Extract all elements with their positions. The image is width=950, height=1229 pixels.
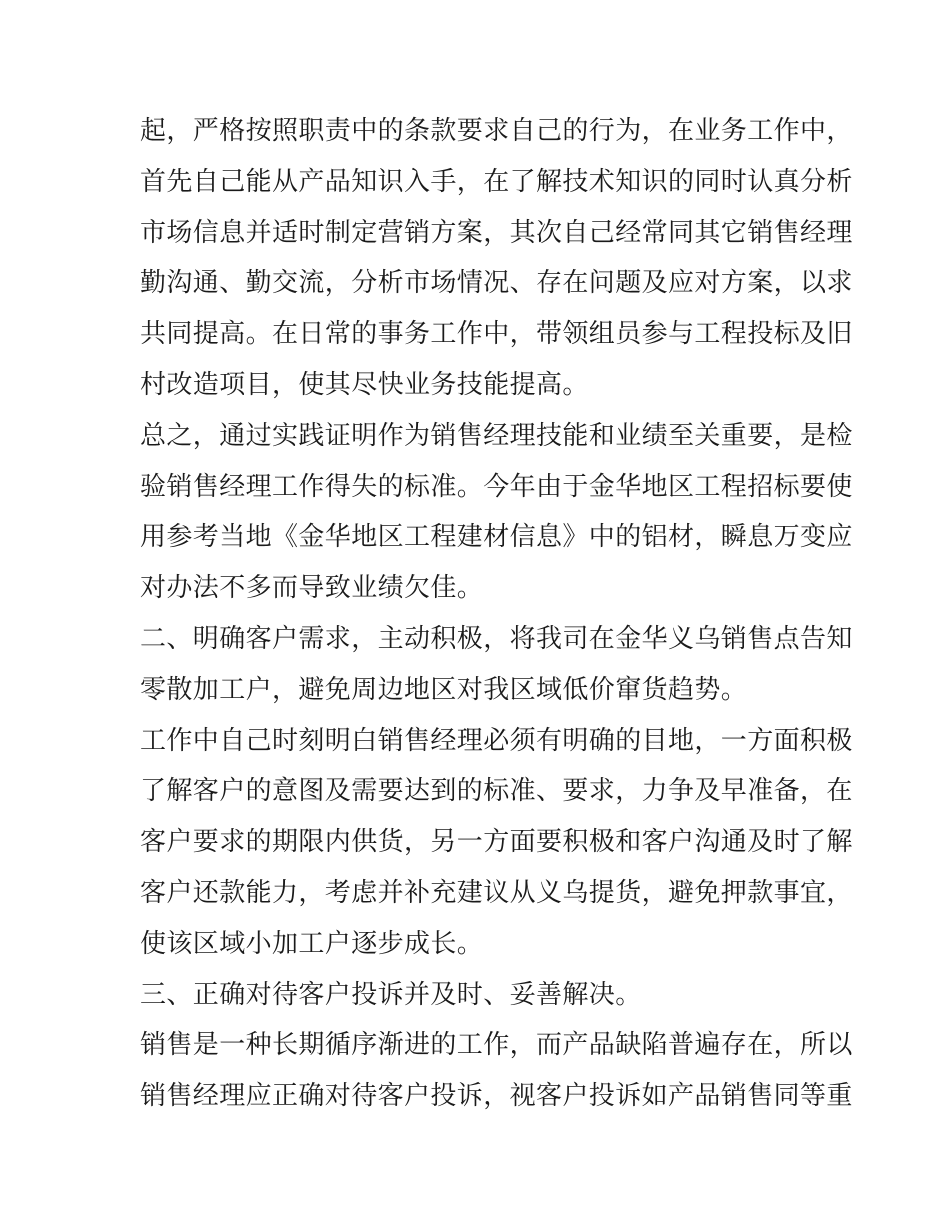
text-line: 用参考当地《金华地区工程建材信息》中的铝材，瞬息万变应 xyxy=(140,522,853,553)
text-line: 验销售经理工作得失的标准。今年由于金华地区工程招标要使 xyxy=(140,471,853,502)
text-line: 对办法不多而导致业绩欠佳。 xyxy=(140,573,484,604)
text-line: 销售经理应正确对待客户投诉，视客户投诉如产品销售同等重 xyxy=(140,1081,853,1112)
text-line: 村改造项目，使其尽快业务技能提高。 xyxy=(140,369,589,400)
text-line: 客户还款能力，考虑并补充建议从义乌提货，避免押款事宜， xyxy=(140,877,853,908)
text-line: 客户要求的期限内供货，另一方面要积极和客户沟通及时了解 xyxy=(140,827,853,858)
text-line: 市场信息并适时制定营销方案，其次自己经常同其它销售经理 xyxy=(140,217,853,248)
section-heading: 三、正确对待客户投诉并及时、妥善解决。 xyxy=(140,979,642,1010)
text-line: 起，严格按照职责中的条款要求自己的行为，在业务工作中， xyxy=(140,116,853,146)
text-line: 销售是一种长期循序渐进的工作，而产品缺陷普遍存在，所以 xyxy=(140,1030,853,1061)
text-line: 共同提高。在日常的事务工作中，带领组员参与工程投标及旧 xyxy=(140,319,853,350)
text-line: 勤沟通、勤交流，分析市场情况、存在问题及应对方案，以求 xyxy=(140,268,853,299)
text-line: 了解客户的意图及需要达到的标准、要求，力争及早准备，在 xyxy=(140,776,853,807)
document-body xyxy=(140,106,853,1122)
text-line: 零散加工户，避免周边地区对我区域低价窜货趋势。 xyxy=(140,674,748,705)
text-line: 首先自己能从产品知识入手，在了解技术知识的同时认真分析 xyxy=(140,166,853,197)
text-line: 工作中自己时刻明白销售经理必须有明确的目地，一方面积极 xyxy=(140,725,853,756)
text-line: 总之，通过实践证明作为销售经理技能和业绩至关重要，是检 xyxy=(140,420,853,451)
text-line: 使该区域小加工户逐步成长。 xyxy=(140,928,484,959)
section-heading: 二、明确客户需求，主动积极，将我司在金华义乌销售点告知 xyxy=(140,623,853,654)
